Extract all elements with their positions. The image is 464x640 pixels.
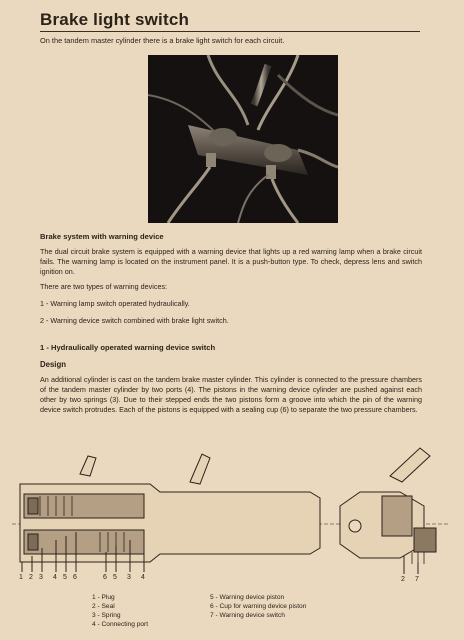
callout-2: 2 — [29, 574, 33, 581]
legend-item-warning-piston: 5 - Warning device piston — [210, 594, 285, 601]
warning-type-item-2: 2 - Warning device switch combined with brake light switch. — [40, 316, 229, 325]
master-cylinder-photo — [148, 55, 338, 223]
callout-7: 7 — [415, 576, 419, 583]
page-title: Brake light switch — [40, 10, 190, 29]
legend-item-seal: 2 - Seal — [92, 603, 115, 610]
title-rule — [40, 31, 420, 32]
callout-3b: 3 — [127, 574, 131, 581]
callout-6b: 6 — [103, 574, 107, 581]
legend-item-plug: 1 - Plug — [92, 594, 115, 601]
warning-device-paragraph: The dual circuit brake system is equipped with a warning device that lights up a red warning lamp when a brake circuit fails. The warning lamp is located on the instrument panel. It is a push-button type. To check, depress lens and switch ignition on. — [40, 247, 422, 276]
design-subheading: Design — [40, 360, 66, 369]
callout-1: 1 — [19, 574, 23, 581]
warning-type-item-1: 1 - Warning lamp switch operated hydraulically. — [40, 299, 190, 308]
intro-text: On the tandem master cylinder there is a brake light switch for each circuit. — [40, 36, 285, 45]
callout-4: 4 — [53, 574, 57, 581]
section-heading-warning-device: Brake system with warning device — [40, 232, 164, 241]
cylinder-cross-section-diagram — [10, 436, 454, 586]
callout-6: 6 — [73, 574, 77, 581]
legend-item-piston-cup: 6 - Cup for warning device piston — [210, 603, 307, 610]
photo-illustration — [148, 55, 338, 223]
callout-3: 3 — [39, 574, 43, 581]
legend-left — [92, 593, 148, 629]
design-paragraph: An additional cylinder is cast on the tandem brake master cylinder. This cylinder is connected to the pressure chambers of the tandem master cylinder by two ports (4). The pistons in the warning device cylinder are pushed against each other by two springs (3). Due to their stepped ends the two pistons form a groove into which the pin of the warning device switch protrudes. Each of the pistons is equipped with a sealing cup (6) to separate the two pressure chambers. — [40, 375, 422, 414]
legend-item-warning-switch: 7 - Warning device switch — [210, 612, 285, 619]
section-heading-hydraulic-switch: 1 - Hydraulically operated warning device switch — [40, 343, 216, 352]
legend-item-connecting-port: 4 - Connecting port — [92, 621, 149, 628]
diagram-callouts — [0, 574, 464, 586]
callout-5b: 5 — [113, 574, 117, 581]
callout-4b: 4 — [141, 574, 145, 581]
warning-types-intro: There are two types of warning devices: — [40, 282, 168, 291]
callout-2b: 2 — [401, 576, 405, 583]
legend-right — [210, 593, 306, 620]
legend-item-spring: 3 - Spring — [92, 612, 121, 619]
callout-5: 5 — [63, 574, 67, 581]
cross-section-drawing — [10, 436, 454, 586]
